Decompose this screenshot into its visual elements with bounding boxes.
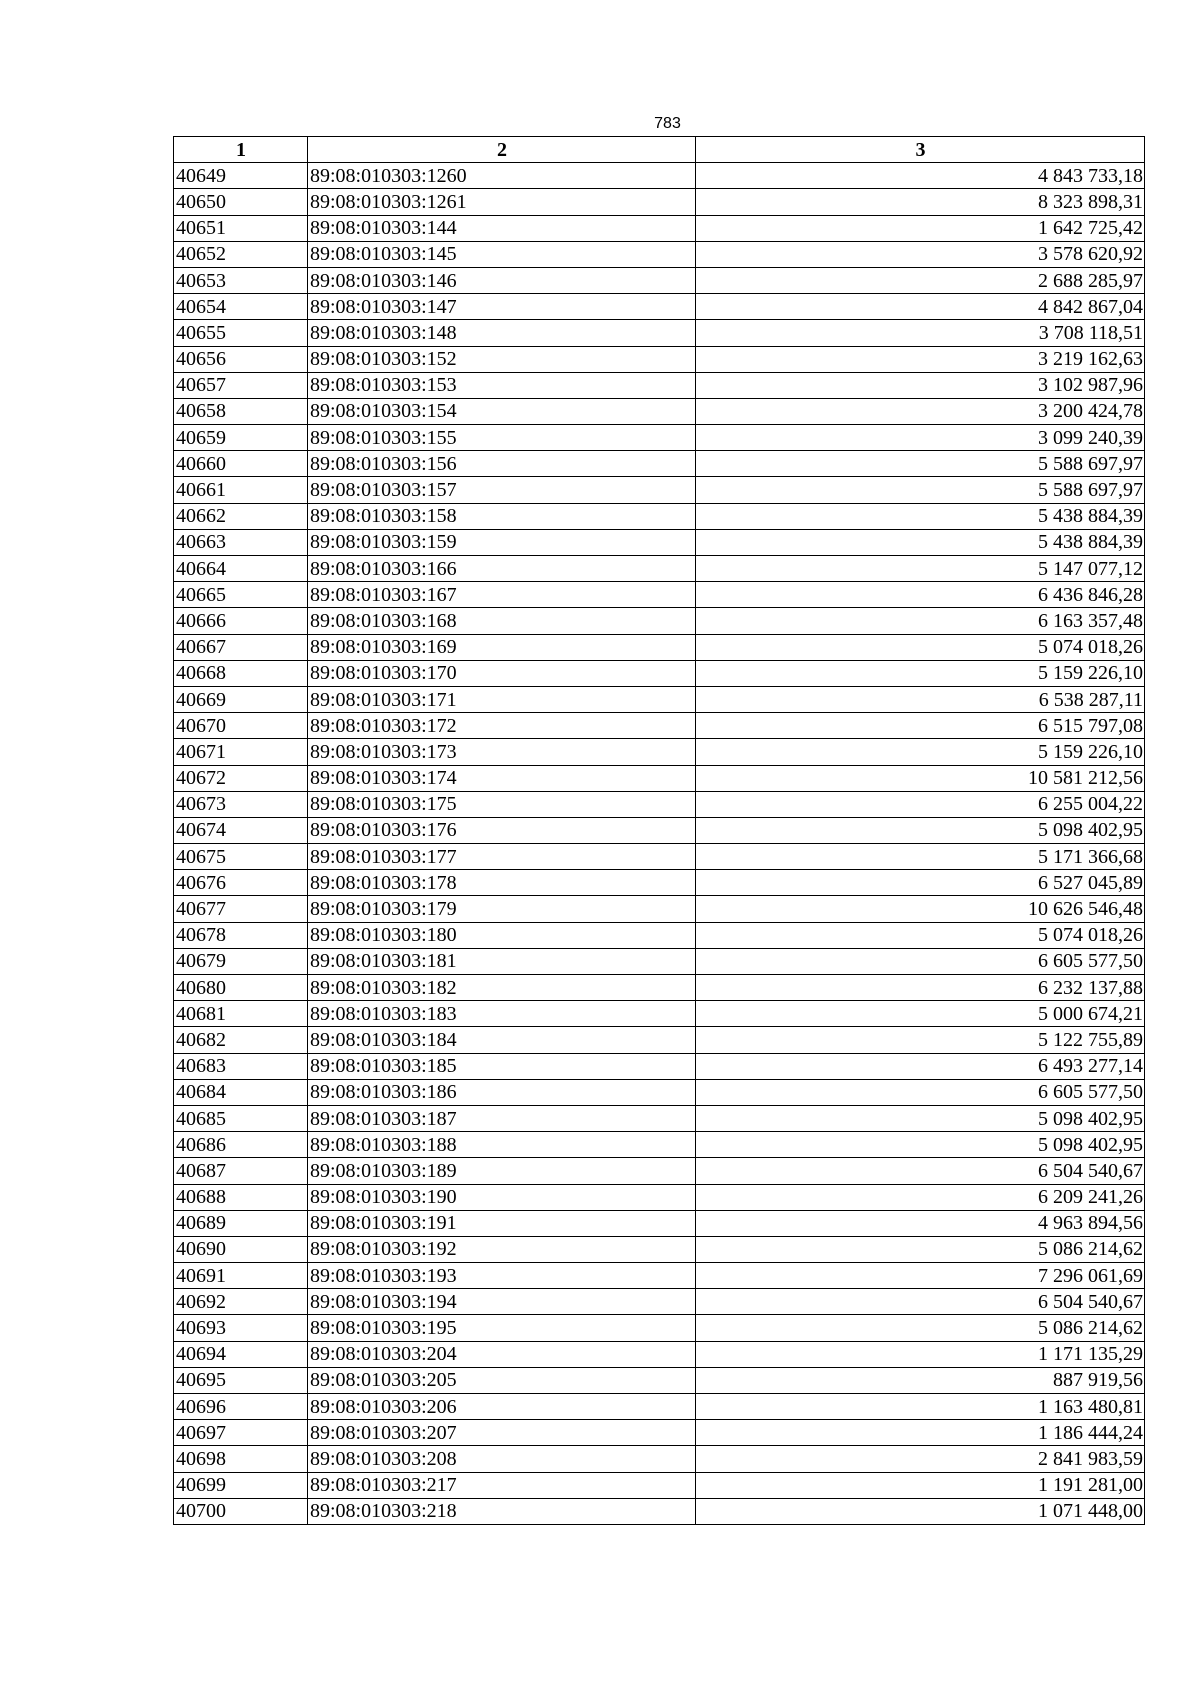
- cadastral-number: 89:08:010303:185: [308, 1053, 696, 1079]
- cadastral-number: 89:08:010303:217: [308, 1472, 696, 1498]
- row-number: 40685: [174, 1105, 308, 1131]
- cadastral-value: 1 163 480,81: [696, 1394, 1145, 1420]
- table-row: [174, 1315, 1145, 1341]
- cadastral-number: 89:08:010303:158: [308, 503, 696, 529]
- table-row: [174, 346, 1145, 372]
- table-row: [174, 844, 1145, 870]
- cadastral-number: 89:08:010303:184: [308, 1027, 696, 1053]
- table-row: [174, 713, 1145, 739]
- cadastral-value: 6 504 540,67: [696, 1289, 1145, 1315]
- cadastral-value: 3 219 162,63: [696, 346, 1145, 372]
- table-row: [174, 1210, 1145, 1236]
- table-row: [174, 556, 1145, 582]
- cadastral-number: 89:08:010303:207: [308, 1420, 696, 1446]
- table-row: [174, 896, 1145, 922]
- table-row: [174, 1472, 1145, 1498]
- cadastral-number: 89:08:010303:205: [308, 1367, 696, 1393]
- table-row: [174, 948, 1145, 974]
- cadastral-number: 89:08:010303:180: [308, 922, 696, 948]
- cadastral-value: 6 504 540,67: [696, 1158, 1145, 1184]
- row-number: 40653: [174, 267, 308, 293]
- cadastral-value: 6 605 577,50: [696, 1079, 1145, 1105]
- cadastral-value: 3 578 620,92: [696, 241, 1145, 267]
- cadastral-number: 89:08:010303:1260: [308, 163, 696, 189]
- row-number: 40695: [174, 1367, 308, 1393]
- row-number: 40676: [174, 870, 308, 896]
- cadastral-number: 89:08:010303:194: [308, 1289, 696, 1315]
- row-number: 40677: [174, 896, 308, 922]
- table-row: [174, 320, 1145, 346]
- cadastral-number: 89:08:010303:169: [308, 634, 696, 660]
- cadastral-number: 89:08:010303:179: [308, 896, 696, 922]
- cadastral-number: 89:08:010303:186: [308, 1079, 696, 1105]
- cadastral-value: 2 688 285,97: [696, 267, 1145, 293]
- row-number: 40655: [174, 320, 308, 346]
- cadastral-value: 3 102 987,96: [696, 372, 1145, 398]
- cadastral-value: 1 642 725,42: [696, 215, 1145, 241]
- cadastral-value: 5 074 018,26: [696, 634, 1145, 660]
- table-row: [174, 1079, 1145, 1105]
- cadastral-number: 89:08:010303:181: [308, 948, 696, 974]
- cadastral-value: 6 232 137,88: [696, 975, 1145, 1001]
- row-number: 40694: [174, 1341, 308, 1367]
- row-number: 40699: [174, 1472, 308, 1498]
- cadastral-value: 5 000 674,21: [696, 1001, 1145, 1027]
- cadastral-number: 89:08:010303:156: [308, 451, 696, 477]
- row-number: 40660: [174, 451, 308, 477]
- table-row: [174, 529, 1145, 555]
- cadastral-number: 89:08:010303:190: [308, 1184, 696, 1210]
- cadastral-value: 5 098 402,95: [696, 1105, 1145, 1131]
- table-row: [174, 1420, 1145, 1446]
- cadastral-value: 6 605 577,50: [696, 948, 1145, 974]
- row-number: 40684: [174, 1079, 308, 1105]
- table-row: [174, 1027, 1145, 1053]
- row-number: 40663: [174, 529, 308, 555]
- cadastral-value: 5 122 755,89: [696, 1027, 1145, 1053]
- table-row: [174, 1184, 1145, 1210]
- cadastral-number: 89:08:010303:172: [308, 713, 696, 739]
- cadastral-value: 6 515 797,08: [696, 713, 1145, 739]
- row-number: 40691: [174, 1263, 308, 1289]
- row-number: 40671: [174, 739, 308, 765]
- table-row: [174, 582, 1145, 608]
- row-number: 40657: [174, 372, 308, 398]
- cadastral-number: 89:08:010303:146: [308, 267, 696, 293]
- cadastral-number: 89:08:010303:208: [308, 1446, 696, 1472]
- table-row: [174, 1001, 1145, 1027]
- table-row: [174, 1289, 1145, 1315]
- cadastral-value: 2 841 983,59: [696, 1446, 1145, 1472]
- table-row: [174, 634, 1145, 660]
- page-number: 783: [654, 115, 681, 132]
- row-number: 40661: [174, 477, 308, 503]
- cadastral-number: 89:08:010303:153: [308, 372, 696, 398]
- table-row: [174, 425, 1145, 451]
- table-header-row: [174, 137, 1145, 163]
- table-row: [174, 1132, 1145, 1158]
- cadastral-value: 4 842 867,04: [696, 294, 1145, 320]
- row-number: 40669: [174, 686, 308, 712]
- cadastral-value: 1 191 281,00: [696, 1472, 1145, 1498]
- table-row: [174, 608, 1145, 634]
- cadastral-value: 5 171 366,68: [696, 844, 1145, 870]
- cadastral-value: 6 163 357,48: [696, 608, 1145, 634]
- cadastral-value: 5 159 226,10: [696, 660, 1145, 686]
- row-number: 40682: [174, 1027, 308, 1053]
- row-number: 40678: [174, 922, 308, 948]
- cadastral-number: 89:08:010303:166: [308, 556, 696, 582]
- cadastral-value: 1 071 448,00: [696, 1498, 1145, 1524]
- table-row: [174, 975, 1145, 1001]
- table-row: [174, 398, 1145, 424]
- cadastral-value: 6 255 004,22: [696, 791, 1145, 817]
- row-number: 40697: [174, 1420, 308, 1446]
- row-number: 40688: [174, 1184, 308, 1210]
- cadastral-value: 4 963 894,56: [696, 1210, 1145, 1236]
- cadastral-number: 89:08:010303:171: [308, 686, 696, 712]
- table-row: [174, 267, 1145, 293]
- table-row: [174, 1394, 1145, 1420]
- row-number: 40659: [174, 425, 308, 451]
- cadastral-value: 5 438 884,39: [696, 503, 1145, 529]
- cadastral-number: 89:08:010303:155: [308, 425, 696, 451]
- cadastral-value: 6 209 241,26: [696, 1184, 1145, 1210]
- table-row: [174, 739, 1145, 765]
- cadastral-value-table: [173, 136, 1145, 1525]
- cadastral-value: 8 323 898,31: [696, 189, 1145, 215]
- cadastral-number: 89:08:010303:175: [308, 791, 696, 817]
- row-number: 40687: [174, 1158, 308, 1184]
- cadastral-value: 10 581 212,56: [696, 765, 1145, 791]
- row-number: 40693: [174, 1315, 308, 1341]
- row-number: 40673: [174, 791, 308, 817]
- cadastral-value: 1 171 135,29: [696, 1341, 1145, 1367]
- table-row: [174, 686, 1145, 712]
- table-row: [174, 922, 1145, 948]
- cadastral-number: 89:08:010303:147: [308, 294, 696, 320]
- cadastral-number: 89:08:010303:178: [308, 870, 696, 896]
- cadastral-number: 89:08:010303:195: [308, 1315, 696, 1341]
- cadastral-number: 89:08:010303:218: [308, 1498, 696, 1524]
- row-number: 40665: [174, 582, 308, 608]
- cadastral-number: 89:08:010303:145: [308, 241, 696, 267]
- column-header-cadastral-number: 2: [308, 137, 696, 163]
- row-number: 40654: [174, 294, 308, 320]
- cadastral-number: 89:08:010303:168: [308, 608, 696, 634]
- cadastral-number: 89:08:010303:170: [308, 660, 696, 686]
- cadastral-value: 6 436 846,28: [696, 582, 1145, 608]
- cadastral-number: 89:08:010303:182: [308, 975, 696, 1001]
- table-row: [174, 1105, 1145, 1131]
- table-row: [174, 1263, 1145, 1289]
- row-number: 40675: [174, 844, 308, 870]
- cadastral-number: 89:08:010303:1261: [308, 189, 696, 215]
- table-row: [174, 163, 1145, 189]
- cadastral-value: 6 527 045,89: [696, 870, 1145, 896]
- table-row: [174, 1446, 1145, 1472]
- cadastral-number: 89:08:010303:189: [308, 1158, 696, 1184]
- row-number: 40700: [174, 1498, 308, 1524]
- cadastral-number: 89:08:010303:152: [308, 346, 696, 372]
- row-number: 40667: [174, 634, 308, 660]
- cadastral-value: 4 843 733,18: [696, 163, 1145, 189]
- cadastral-value: 5 098 402,95: [696, 1132, 1145, 1158]
- row-number: 40689: [174, 1210, 308, 1236]
- table-body: [174, 163, 1145, 1525]
- row-number: 40680: [174, 975, 308, 1001]
- cadastral-number: 89:08:010303:177: [308, 844, 696, 870]
- row-number: 40698: [174, 1446, 308, 1472]
- table-row: [174, 189, 1145, 215]
- cadastral-value: 5 588 697,97: [696, 451, 1145, 477]
- cadastral-number: 89:08:010303:183: [308, 1001, 696, 1027]
- row-number: 40658: [174, 398, 308, 424]
- table-row: [174, 817, 1145, 843]
- cadastral-value: 5 098 402,95: [696, 817, 1145, 843]
- cadastral-value: 7 296 061,69: [696, 1263, 1145, 1289]
- row-number: 40656: [174, 346, 308, 372]
- cadastral-number: 89:08:010303:206: [308, 1394, 696, 1420]
- table-row: [174, 765, 1145, 791]
- cadastral-number: 89:08:010303:191: [308, 1210, 696, 1236]
- table-row: [174, 451, 1145, 477]
- row-number: 40692: [174, 1289, 308, 1315]
- cadastral-value: 5 159 226,10: [696, 739, 1145, 765]
- table-row: [174, 1367, 1145, 1393]
- table-row: [174, 870, 1145, 896]
- table-row: [174, 1341, 1145, 1367]
- cadastral-value: 1 186 444,24: [696, 1420, 1145, 1446]
- table-row: [174, 791, 1145, 817]
- cadastral-number: 89:08:010303:159: [308, 529, 696, 555]
- row-number: 40679: [174, 948, 308, 974]
- cadastral-number: 89:08:010303:157: [308, 477, 696, 503]
- table-row: [174, 372, 1145, 398]
- row-number: 40686: [174, 1132, 308, 1158]
- table-row: [174, 294, 1145, 320]
- cadastral-value: 887 919,56: [696, 1367, 1145, 1393]
- cadastral-number: 89:08:010303:193: [308, 1263, 696, 1289]
- row-number: 40672: [174, 765, 308, 791]
- row-number: 40681: [174, 1001, 308, 1027]
- cadastral-number: 89:08:010303:173: [308, 739, 696, 765]
- row-number: 40666: [174, 608, 308, 634]
- row-number: 40652: [174, 241, 308, 267]
- cadastral-number: 89:08:010303:144: [308, 215, 696, 241]
- column-header-cadastral-value: 3: [696, 137, 1145, 163]
- cadastral-value: 5 147 077,12: [696, 556, 1145, 582]
- table-row: [174, 241, 1145, 267]
- row-number: 40664: [174, 556, 308, 582]
- cadastral-number: 89:08:010303:187: [308, 1105, 696, 1131]
- cadastral-value: 3 099 240,39: [696, 425, 1145, 451]
- cadastral-value: 5 074 018,26: [696, 922, 1145, 948]
- cadastral-value: 6 538 287,11: [696, 686, 1145, 712]
- column-header-number: 1: [174, 137, 308, 163]
- cadastral-number: 89:08:010303:192: [308, 1236, 696, 1262]
- cadastral-value: 3 200 424,78: [696, 398, 1145, 424]
- table-row: [174, 1158, 1145, 1184]
- row-number: 40650: [174, 189, 308, 215]
- row-number: 40670: [174, 713, 308, 739]
- row-number: 40674: [174, 817, 308, 843]
- cadastral-number: 89:08:010303:148: [308, 320, 696, 346]
- table-row: [174, 1053, 1145, 1079]
- cadastral-number: 89:08:010303:154: [308, 398, 696, 424]
- table-row: [174, 1498, 1145, 1524]
- cadastral-number: 89:08:010303:204: [308, 1341, 696, 1367]
- cadastral-value: 6 493 277,14: [696, 1053, 1145, 1079]
- cadastral-number: 89:08:010303:174: [308, 765, 696, 791]
- cadastral-number: 89:08:010303:176: [308, 817, 696, 843]
- cadastral-value: 5 438 884,39: [696, 529, 1145, 555]
- row-number: 40696: [174, 1394, 308, 1420]
- cadastral-value: 5 086 214,62: [696, 1315, 1145, 1341]
- table-row: [174, 503, 1145, 529]
- row-number: 40690: [174, 1236, 308, 1262]
- table-row: [174, 660, 1145, 686]
- table-row: [174, 477, 1145, 503]
- row-number: 40662: [174, 503, 308, 529]
- cadastral-value: 5 588 697,97: [696, 477, 1145, 503]
- cadastral-value: 5 086 214,62: [696, 1236, 1145, 1262]
- row-number: 40649: [174, 163, 308, 189]
- cadastral-number: 89:08:010303:167: [308, 582, 696, 608]
- row-number: 40668: [174, 660, 308, 686]
- cadastral-value: 10 626 546,48: [696, 896, 1145, 922]
- row-number: 40683: [174, 1053, 308, 1079]
- cadastral-number: 89:08:010303:188: [308, 1132, 696, 1158]
- cadastral-value: 3 708 118,51: [696, 320, 1145, 346]
- table-row: [174, 215, 1145, 241]
- row-number: 40651: [174, 215, 308, 241]
- table-row: [174, 1236, 1145, 1262]
